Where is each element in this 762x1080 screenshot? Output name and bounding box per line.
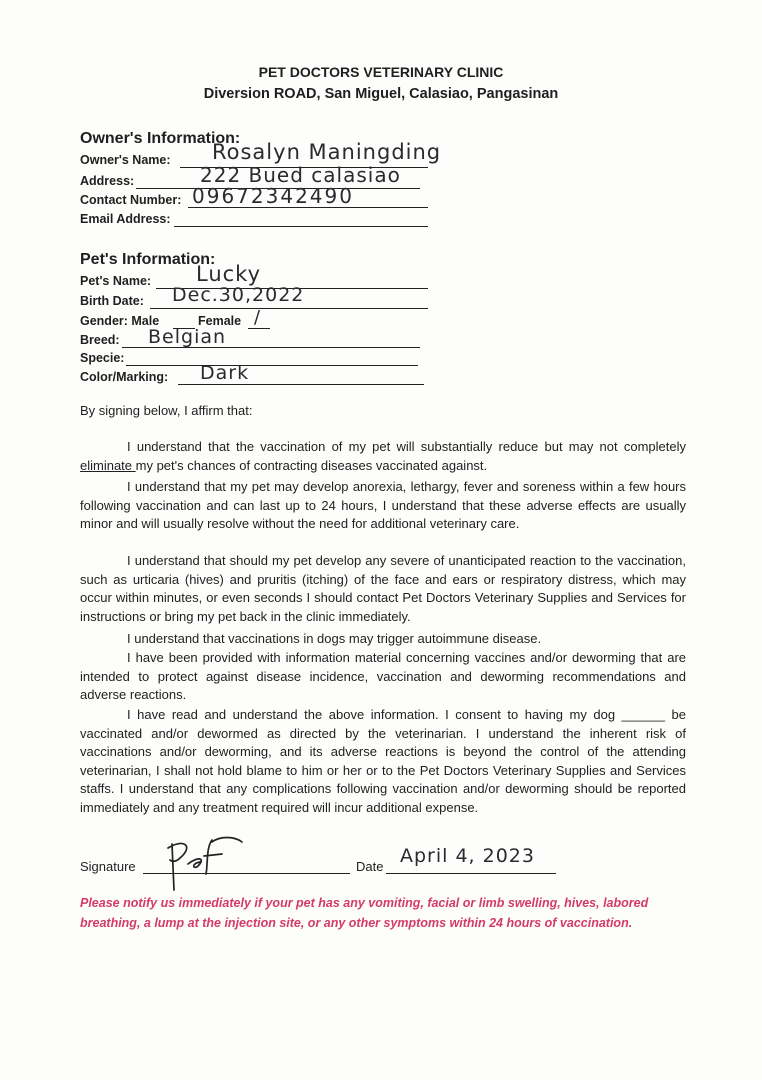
pet-section-title: Pet's Information: xyxy=(80,251,216,268)
email-line xyxy=(174,226,428,227)
date-value[interactable]: April 4, 2023 xyxy=(400,845,535,867)
color-marking-label: Color/Marking: xyxy=(80,370,169,384)
breed-value[interactable]: Belgian xyxy=(148,326,227,348)
owner-address-value[interactable]: 222 Bued calasiao xyxy=(200,163,401,187)
consent-paragraph-6: I have read and understand the above information. I consent to having my dog ______ be vaccinated and/or dewormed as directed by the veterinarian. I understand the inherent risk of vaccinations and/or deworming, and its adverse reactions is beyond the control of the attending veterinarian, I shall not hold blame to him or her or to the Pet Doctors Veterinary Supplies and Services staffs. I understand that any complications following vaccination and/or deworming should be reported immediately and any treatment required will incur additional expense. xyxy=(80,707,686,815)
specie-label: Specie: xyxy=(80,351,125,365)
gender-female-label: Female xyxy=(198,314,242,328)
gender-male-label: Gender: Male xyxy=(80,314,160,328)
birth-date-label: Birth Date: xyxy=(80,294,144,308)
color-marking-value[interactable]: Dark xyxy=(200,362,250,384)
date-line xyxy=(386,873,556,874)
color-marking-line xyxy=(178,384,424,385)
consent-p1-underlined: eliminate xyxy=(80,457,136,473)
gender-female-mark[interactable]: / xyxy=(254,307,262,328)
consent-paragraph-4: I understand that vaccinations in dogs may trigger autoimmune disease. xyxy=(127,631,542,646)
specie-line xyxy=(126,365,418,366)
birth-date-line xyxy=(150,308,428,309)
gender-female-line xyxy=(248,328,270,329)
pet-name-label: Pet's Name: xyxy=(80,274,152,288)
notice-text: Please notify us immediately if your pet has any vomiting, facial or limb swelling, hives, labored breathing, a lump at the injection site, or any other symptoms within 24 hours of vaccination. xyxy=(80,896,649,930)
pet-name-value[interactable]: Lucky xyxy=(196,262,262,286)
signature-label: Signature xyxy=(80,859,136,874)
clinic-name: PET DOCTORS VETERINARY CLINIC xyxy=(258,64,504,80)
owner-section-title: Owner's Information: xyxy=(80,130,241,147)
birth-date-value[interactable]: Dec.30,2022 xyxy=(172,284,305,306)
consent-intro: By signing below, I affirm that: xyxy=(80,403,253,418)
contact-number-value[interactable]: 09672342490 xyxy=(192,184,354,208)
owner-name-value[interactable]: Rosalyn Maningding xyxy=(212,140,442,164)
consent-p1-text-a: I understand that the vaccination of my pet will substantially reduce but may not completely xyxy=(127,439,686,454)
contact-number-label: Contact Number: xyxy=(80,193,182,207)
date-label: Date xyxy=(356,859,384,874)
email-label: Email Address: xyxy=(80,212,171,226)
owner-address-label: Address: xyxy=(80,174,135,188)
breed-label: Breed: xyxy=(80,333,120,347)
consent-paragraph-2: I understand that my pet may develop anorexia, lethargy, fever and soreness within a few hours following vaccination and can last up to 24 hours, I understand that these adverse effects are usually minor and will usually resolve without the need for additional veterinary care. xyxy=(80,479,686,531)
consent-p1-text-b: my pet's chances of contracting diseases vaccinated against. xyxy=(135,457,488,473)
signature-image[interactable] xyxy=(150,834,260,894)
consent-paragraph-5: I have been provided with information material concerning vaccines and/or deworming that are intended to protect against disease incidence, vaccination and deworming recommendations and adverse reactions. xyxy=(80,650,686,702)
consent-paragraph-1 xyxy=(80,438,686,475)
owner-name-label: Owner's Name: xyxy=(80,153,171,167)
clinic-address: Diversion ROAD, San Miguel, Calasiao, Pangasinan xyxy=(203,86,559,102)
consent-paragraph-3: I understand that should my pet develop any severe of unanticipated reaction to the vaccination, such as urticaria (hives) and pruritis (itching) of the face and ears or respiratory distress, which may occur within minutes, or even seconds I should contact Pet Doctors Veterinary Supplies and Services for instructions or bring my pet back in the clinic immediately. xyxy=(80,553,686,624)
